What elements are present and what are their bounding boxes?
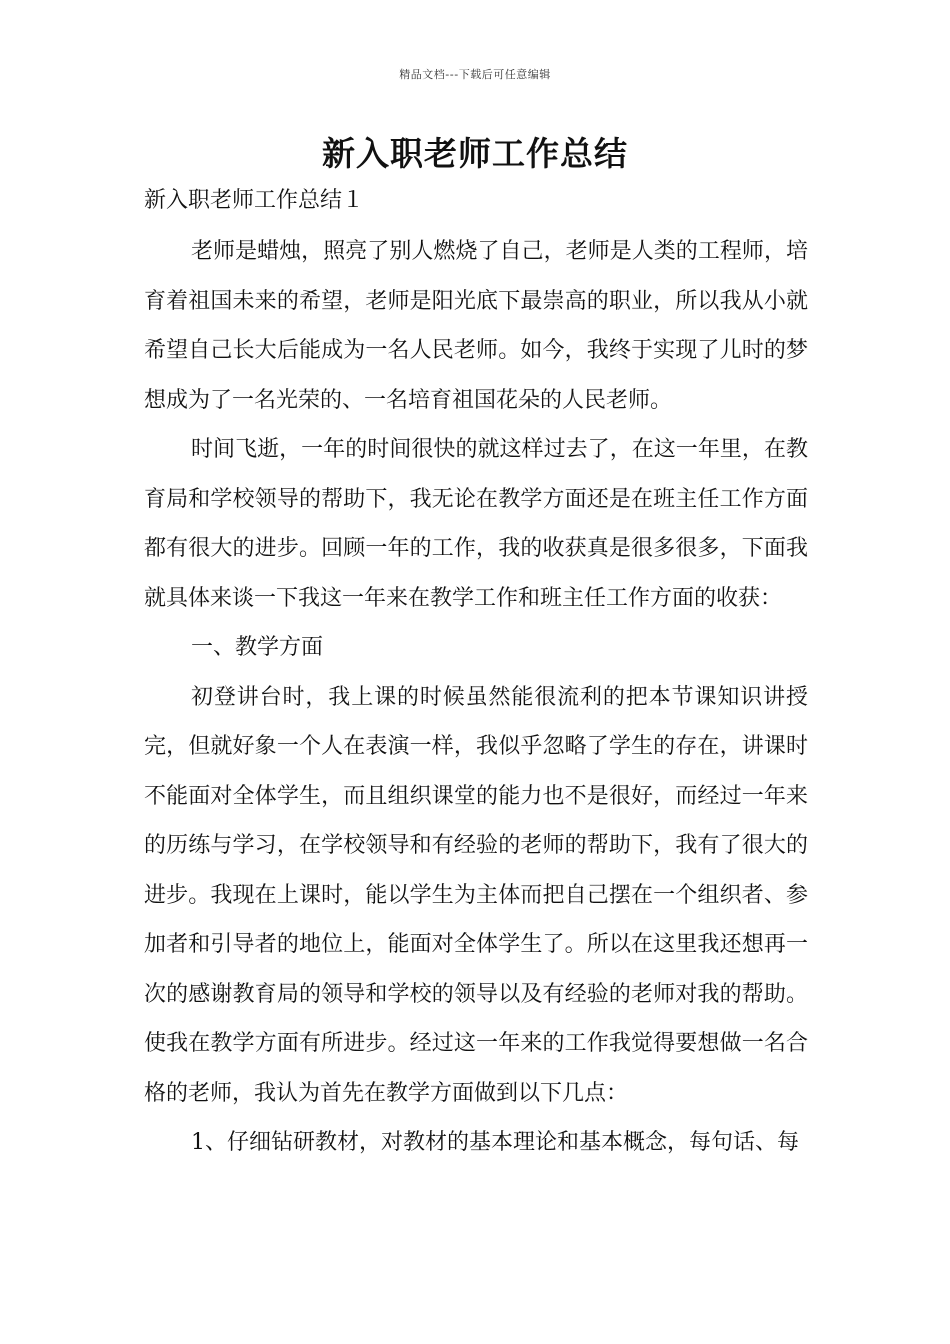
section-subtitle: 新入职老师工作总结１ [144,188,365,213]
document-title: 新入职老师工作总结 [322,134,628,173]
document-body [144,180,808,1168]
paragraph-point-1: 1、仔细钻研教材，对教材的基本理论和基本概念，每句话、每 [191,1130,799,1155]
section-heading-teaching: 一、教学方面 [191,635,324,660]
paragraph-review: 时间飞逝，一年的时间很快的就这样过去了，在这一年里，在教育局和学校领导的帮助下，我无论在教学方面还是在班主任工作方面都有很大的进步。回顾一年的工作，我的收获真是很多很多，下面我就具体来谈一下我这一年来在教学工作和班主任工作方面的收获： [144,437,808,611]
paragraph-intro: 老师是蜡烛，照亮了别人燃烧了自己，老师是人类的工程师，培育着祖国未来的希望，老师是阳光底下最崇高的职业，所以我从小就希望自己长大后能成为一名人民老师。如今，我终于实现了儿时的梦想成为了一名光荣的、一名培育祖国花朵的人民老师。 [144,239,808,413]
paragraph-teaching: 初登讲台时，我上课的时候虽然能很流利的把本节课知识讲授完，但就好象一个人在表演一样，我似乎忽略了学生的存在，讲课时不能面对全体学生，而且组织课堂的能力也不是很好，而经过一年来的历练与学习，在学校领导和有经验的老师的帮助下，我有了很大的进步。我现在上课时，能以学生为主体而把自己摆在一个组织者、参加者和引导者的地位上，能面对全体学生了。所以在这里我还想再一次的感谢教育局的领导和学校的领导以及有经验的老师对我的帮助。使我在教学方面有所进步。经过这一年来的工作我觉得要想做一名合格的老师，我认为首先在教学方面做到以下几点： [144,684,808,1106]
page-header-watermark: 精品文档---下载后可任意编辑 [399,68,551,81]
